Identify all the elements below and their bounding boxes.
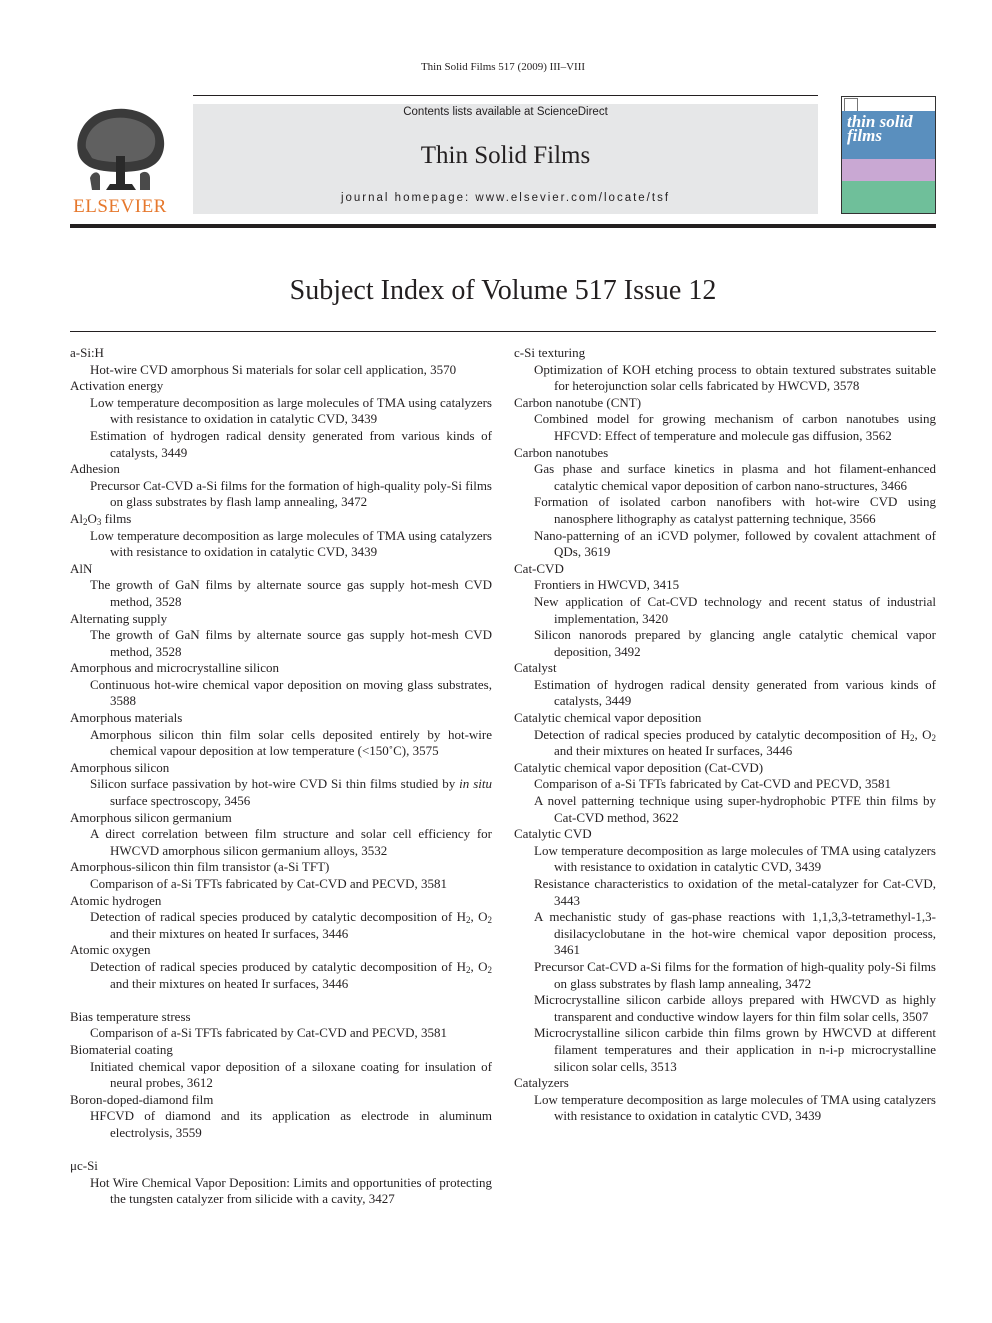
subscript: 2 <box>465 915 471 926</box>
index-term: Amorphous silicon <box>70 759 170 775</box>
index-entry: Amorphous silicon thin film solar cells deposited entirely by hot-wire chemical vapour deposition at low temperature (<150˚C), 3575 <box>90 726 492 759</box>
index-term: Carbon nanotube (CNT) <box>514 394 642 410</box>
entry-text: surface spectroscopy, 3456 <box>110 793 251 809</box>
index-term: Adhesion <box>70 461 120 477</box>
index-entry: Precursor Cat-CVD a-Si films for the formation of high-quality poly-Si films on glass substrates by flash lamp annealing, 3472 <box>90 477 492 510</box>
publisher-wordmark: ELSEVIER <box>73 196 167 217</box>
index-term: Amorphous silicon germanium <box>70 809 232 825</box>
journal-reference: Thin Solid Films 517 (2009) III–VIII <box>420 61 586 73</box>
entry-text: and their mixtures on heated Ir surfaces, 3446 <box>110 925 349 941</box>
index-entry: Estimation of hydrogen radical density generated from various kinds of catalysts, 3449 <box>90 427 492 460</box>
index-term: c-Si texturing <box>514 345 586 360</box>
entry-text: Detection of radical species produced by catalytic decomposition of H <box>90 958 466 974</box>
index-entry: Continuous hot-wire chemical vapor deposition on moving glass substrates, 3588 <box>90 676 492 709</box>
page-title: Subject Index of Volume 517 Issue 12 <box>289 275 717 306</box>
index-entry: Gas phase and surface kinetics in plasma and hot filament-enhanced catalytic chemical vapor deposition of carbon nano-structures, 3466 <box>534 461 936 493</box>
subscript: 2 <box>465 964 471 975</box>
cover-title: thin solid films <box>847 112 913 145</box>
entry-text: and their mixtures on heated Ir surfaces, 3446 <box>110 975 349 991</box>
index-entry <box>90 958 492 992</box>
index-term: Catalyst <box>514 660 557 676</box>
section-gap <box>70 992 492 1009</box>
index-entry: The growth of GaN films by alternate source gas supply hot-mesh CVD method, 3528 <box>90 577 492 609</box>
index-entry <box>90 909 492 942</box>
index-term: Amorphous and microcrystalline silicon <box>70 660 280 676</box>
journal-homepage-link[interactable]: journal homepage: www.elsevier.com/locate/tsf <box>340 192 671 204</box>
subscript: 2 <box>83 516 88 527</box>
term-text: O <box>87 510 97 526</box>
term-text: Al <box>70 510 83 526</box>
index-entry: Low temperature decomposition as large molecules of TMA using catalyzers with resistance to oxidation in catalytic CVD, 3439 <box>90 394 492 427</box>
subscript: 2 <box>487 915 492 926</box>
entry-text: , O <box>470 958 488 974</box>
index-term: Amorphous materials <box>70 710 183 726</box>
contents-line[interactable]: Contents lists available at ScienceDirect <box>403 106 608 118</box>
index-term: Amorphous-silicon thin film transistor (a-Si TFT) <box>70 859 330 875</box>
index-entry: Microcrystalline silicon carbide thin films grown by HWCVD at different filament temperatures and their application in n-i-p microcrystalline silicon solar cells, 3513 <box>534 1025 936 1074</box>
index-entry: Nano-patterning of an iCVD polymer, followed by covalent attachment of QDs, 3619 <box>534 527 936 560</box>
index-term: Catalytic CVD <box>514 826 592 842</box>
index-term: Biomaterial coating <box>70 1041 173 1057</box>
index-entry: Low temperature decomposition as large molecules of TMA using catalyzers with resistance to oxidation in catalytic CVD, 3439 <box>534 842 936 875</box>
index-term: Carbon nanotubes <box>514 444 609 460</box>
cover-emblem <box>844 98 858 112</box>
section-gap <box>70 1142 492 1159</box>
index-entry: Combined model for growing mechanism of carbon nanotubes using HFCVD: Effect of temperature and molecule gas diffusion, 3562 <box>534 411 936 443</box>
header-thick-rule <box>70 224 936 228</box>
index-entry: Formation of isolated carbon nanofibers with hot-wire CVD using nanosphere lithography as catalyst patterning technique, 3566 <box>534 494 936 526</box>
index-entry: Comparison of a-Si TFTs fabricated by Cat-CVD and PECVD, 3581 <box>90 1025 448 1041</box>
index-term: Boron-doped-diamond film <box>70 1091 214 1107</box>
index-entry: Silicon nanorods prepared by glancing angle catalytic chemical vapor deposition, 3492 <box>534 627 936 659</box>
term-text: films <box>101 510 132 526</box>
index-term: Bias temperature stress <box>70 1008 191 1024</box>
index-entry: Comparison of a-Si TFTs fabricated by Cat-CVD and PECVD, 3581 <box>90 876 448 891</box>
entry-text: and their mixtures on heated Ir surfaces, 3446 <box>554 743 793 759</box>
title-rule <box>70 331 936 332</box>
cover-band-purple <box>842 159 935 181</box>
index-column-left <box>70 345 492 1208</box>
tree-icon <box>70 104 170 196</box>
cover-band-green <box>842 181 935 213</box>
subscript: 3 <box>96 516 102 527</box>
index-term: Cat-CVD <box>514 560 564 576</box>
index-term: Alternating supply <box>70 610 168 626</box>
index-entry: Initiated chemical vapor deposition of a siloxane coating for insulation of neural probes, 3612 <box>90 1058 492 1091</box>
entry-italic: in situ <box>459 776 493 792</box>
index-term: Atomic hydrogen <box>70 892 162 908</box>
subscript: 2 <box>909 732 915 743</box>
index-entry: Precursor Cat-CVD a-Si films for the formation of high-quality poly-Si films on glass substrates by flash lamp annealing, 3472 <box>534 958 936 991</box>
subscript: 2 <box>931 732 936 743</box>
index-entry: The growth of GaN films by alternate source gas supply hot-mesh CVD method, 3528 <box>90 627 492 659</box>
index-entry: Comparison of a-Si TFTs fabricated by Cat-CVD and PECVD, 3581 <box>534 776 892 792</box>
entry-text: , O <box>470 909 488 925</box>
index-term: Activation energy <box>70 378 164 394</box>
index-term: Catalytic chemical vapor deposition <box>514 710 702 726</box>
index-term: Catalyzers <box>514 1075 569 1091</box>
entry-text: Detection of radical species produced by catalytic decomposition of H <box>90 909 466 925</box>
index-entry: Resistance characteristics to oxidation of the metal-catalyzer for Cat-CVD, 3443 <box>534 876 936 908</box>
index-entry: Optimization of KOH etching process to obtain textured substrates suitable for heterojunction solar cells fabricated by HWCVD, 3578 <box>534 361 936 394</box>
elsevier-logo <box>70 104 170 217</box>
header-top-rule <box>193 95 818 96</box>
subscript: 2 <box>487 964 492 975</box>
entry-text: Detection of radical species produced by catalytic decomposition of H <box>534 726 910 742</box>
index-entry: A direct correlation between film structure and solar cell efficiency for HWCVD amorphous silicon germanium alloys, 3532 <box>90 826 492 858</box>
index-entry: Microcrystalline silicon carbide alloys prepared with HWCVD as highly transparent and conductive window layers for thin film solar cells, 3507 <box>534 992 936 1024</box>
index-entry: Hot-wire CVD amorphous Si materials for solar cell application, 3570 <box>90 361 457 377</box>
index-term: a-Si:H <box>70 345 104 360</box>
index-entry <box>90 776 493 809</box>
index-term <box>70 511 492 528</box>
index-term: Catalytic chemical vapor deposition (Cat-CVD) <box>514 759 764 775</box>
index-entry: Estimation of hydrogen radical density generated from various kinds of catalysts, 3449 <box>534 676 936 709</box>
journal-cover-thumbnail <box>841 96 936 214</box>
index-term: μc-Si <box>70 1158 98 1174</box>
entry-text: , O <box>914 726 932 742</box>
index-entry: Low temperature decomposition as large molecules of TMA using catalyzers with resistance to oxidation in catalytic CVD, 3439 <box>90 527 492 560</box>
index-entry: Frontiers in HWCVD, 3415 <box>534 577 680 593</box>
journal-title: Thin Solid Films <box>420 142 591 169</box>
index-entry: New application of Cat-CVD technology and recent status of industrial implementation, 3420 <box>534 593 936 626</box>
index-entry: Low temperature decomposition as large molecules of TMA using catalyzers with resistance to oxidation in catalytic CVD, 3439 <box>534 1091 936 1124</box>
entry-text: Silicon surface passivation by hot-wire CVD Si thin films studied by <box>90 776 460 792</box>
index-entry: HFCVD of diamond and its application as electrode in aluminum electrolysis, 3559 <box>90 1108 492 1140</box>
index-column-right <box>514 345 936 1125</box>
index-entry: A novel patterning technique using super-hydrophobic PTFE thin films by Cat-CVD method, 3622 <box>534 793 936 825</box>
journal-banner <box>193 104 818 214</box>
index-entry <box>534 726 936 760</box>
index-entry: Hot Wire Chemical Vapor Deposition: Limits and opportunities of protecting the tungsten catalyzer from silicide with a cavity, 3427 <box>90 1174 492 1207</box>
index-term: Atomic oxygen <box>70 942 151 958</box>
index-term: AlN <box>70 560 93 576</box>
index-entry: A mechanistic study of gas-phase reactions with 1,1,3,3-tetramethyl-1,3-disilacyclobutane in the hot-wire chemical vapor deposition process, 3461 <box>534 909 936 958</box>
